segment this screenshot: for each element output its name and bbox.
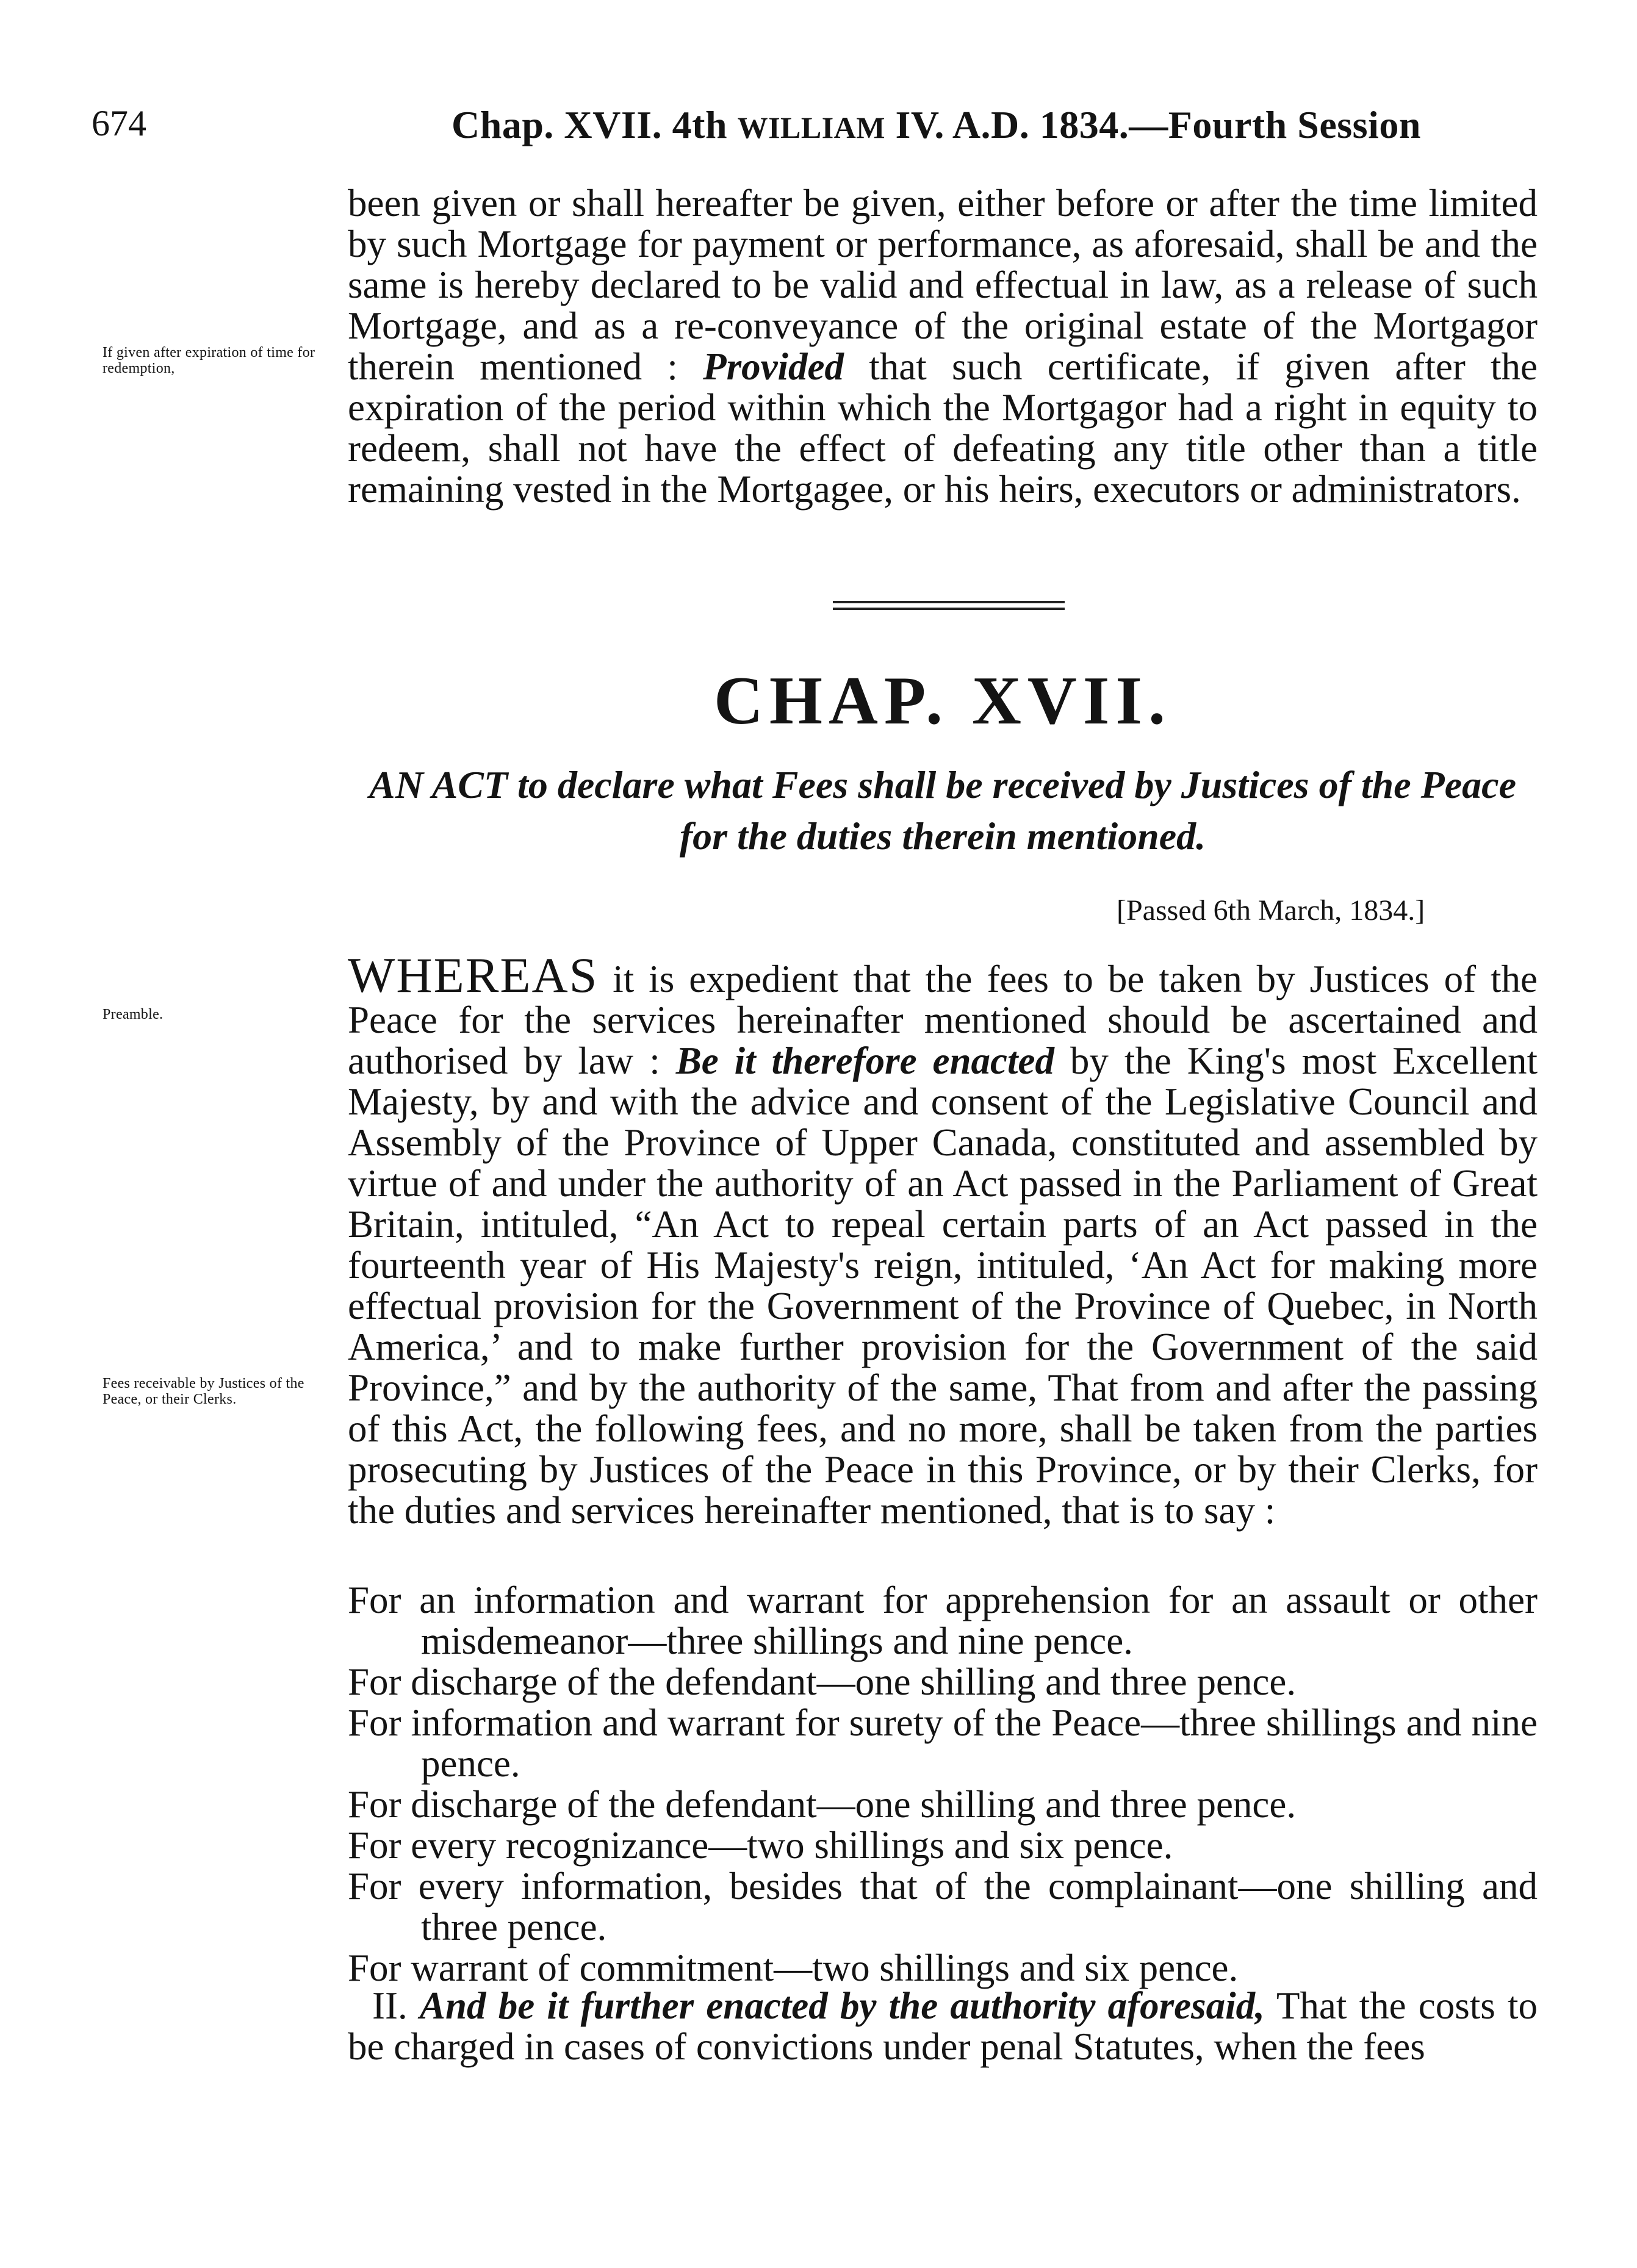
section-numeral: II. xyxy=(372,1984,420,2027)
section-two-text: That the costs to be charged in cases of convictions under penal Statutes, when the fees xyxy=(348,1984,1538,2068)
running-head-title-end: IV. A.D. 1834.—Fourth Session xyxy=(885,103,1421,146)
section-two-paragraph xyxy=(348,1986,1538,2067)
section-divider xyxy=(833,601,1065,614)
fee-item: For information and warrant for surety of the Peace—three shillings and nine pence. xyxy=(348,1701,1538,1785)
passed-date: [Passed 6th March, 1834.] xyxy=(1117,894,1425,927)
chapter-title: CHAP. XVII. xyxy=(714,663,1171,739)
preamble-text-1: it is expedient that the fees to be taken by Justices of the Peace for the services hereinafter mentioned should be ascertained and authorised by law : xyxy=(348,958,1538,1082)
preamble-text-2: by the King's most Excellent Majesty, by and with the advice and consent of the Legislative Council and Assembly of the Province of Upper Canada, constituted and assembled by virtue of and under the authority of an Act passed in the Parliament of Great Britain, intituled, “An Act to repeal certain parts of an Act passed in the fourteenth year of His Majesty's reign, intituled, ‘An Act for making more effectual provision for the Government of the Province of Quebec, in North America,’ and to make further provision for the Government of the said Province,” and by the authority of the same, That from and after the passing of this Act, the following fees, and no more, shall be taken from the parties prosecuting by Justices of the Peace in this Province, or by their Clerks, for the duties and services hereinafter mentioned, that is to say : xyxy=(348,1039,1538,1532)
divider-rule-top xyxy=(833,601,1065,603)
fee-item: For an information and warrant for apprehension for an assault or other misdemeanor—three shillings and nine pence. xyxy=(348,1579,1538,1662)
margin-note-preamble: Preamble. xyxy=(103,1007,164,1022)
section-enacting-words: And be it further enacted by the authority aforesaid, xyxy=(419,1984,1265,2027)
preamble-paragraph xyxy=(348,947,1538,1532)
fee-item: For warrant of commitment—two shillings and six pence. xyxy=(348,1947,1239,1989)
divider-rule-bottom xyxy=(833,608,1065,610)
act-title: AN ACT to declare what Fees shall be received by Justices of the Peace for the duties therein mentioned. xyxy=(369,763,1516,858)
running-head-title-start: Chap. XVII. 4th xyxy=(452,103,738,146)
continuation-paragraph xyxy=(348,183,1538,510)
page-number: 674 xyxy=(92,103,146,143)
running-head-title xyxy=(452,102,1421,148)
margin-note-redemption: If given after expiration of time for redemption, xyxy=(103,345,315,376)
fee-item: For every recognizance—two shillings and six pence. xyxy=(348,1824,1173,1867)
fee-item: For discharge of the defendant—one shilling and three pence. xyxy=(348,1783,1297,1826)
fee-item: For every information, besides that of the complainant—one shilling and three pence. xyxy=(348,1865,1538,1948)
continuation-text: been given or shall hereafter be given, either before or after the time limited by such Mortgage for payment or performance, as aforesaid, shall be and the same is hereby declared to be valid and effectual in law, as a release of such Mortgage, and as a re-conveyance of the original estate of the Mortgagor therein mentioned : xyxy=(348,182,1538,388)
running-head xyxy=(92,102,1519,157)
proviso-text: that such certificate, if given after the expiration of the period within which the Mortgagor had a right in equity to redeem, shall not have the effect of defeating any title other than a title remaining vested in the Mortgagee, or his heirs, executors or administrators. xyxy=(348,345,1538,511)
margin-note-fees: Fees receivable by Justices of the Peace, or their Clerks. xyxy=(103,1376,304,1407)
preamble-opening-word: WHEREAS xyxy=(348,947,599,1003)
enacting-clause: Be it therefore enacted xyxy=(675,1039,1054,1082)
proviso-word: Provided xyxy=(703,345,844,388)
fee-schedule xyxy=(348,1580,1538,1989)
running-head-monarch: WILLIAM xyxy=(737,110,885,145)
fee-item: For discharge of the defendant—one shilling and three pence. xyxy=(348,1660,1297,1703)
